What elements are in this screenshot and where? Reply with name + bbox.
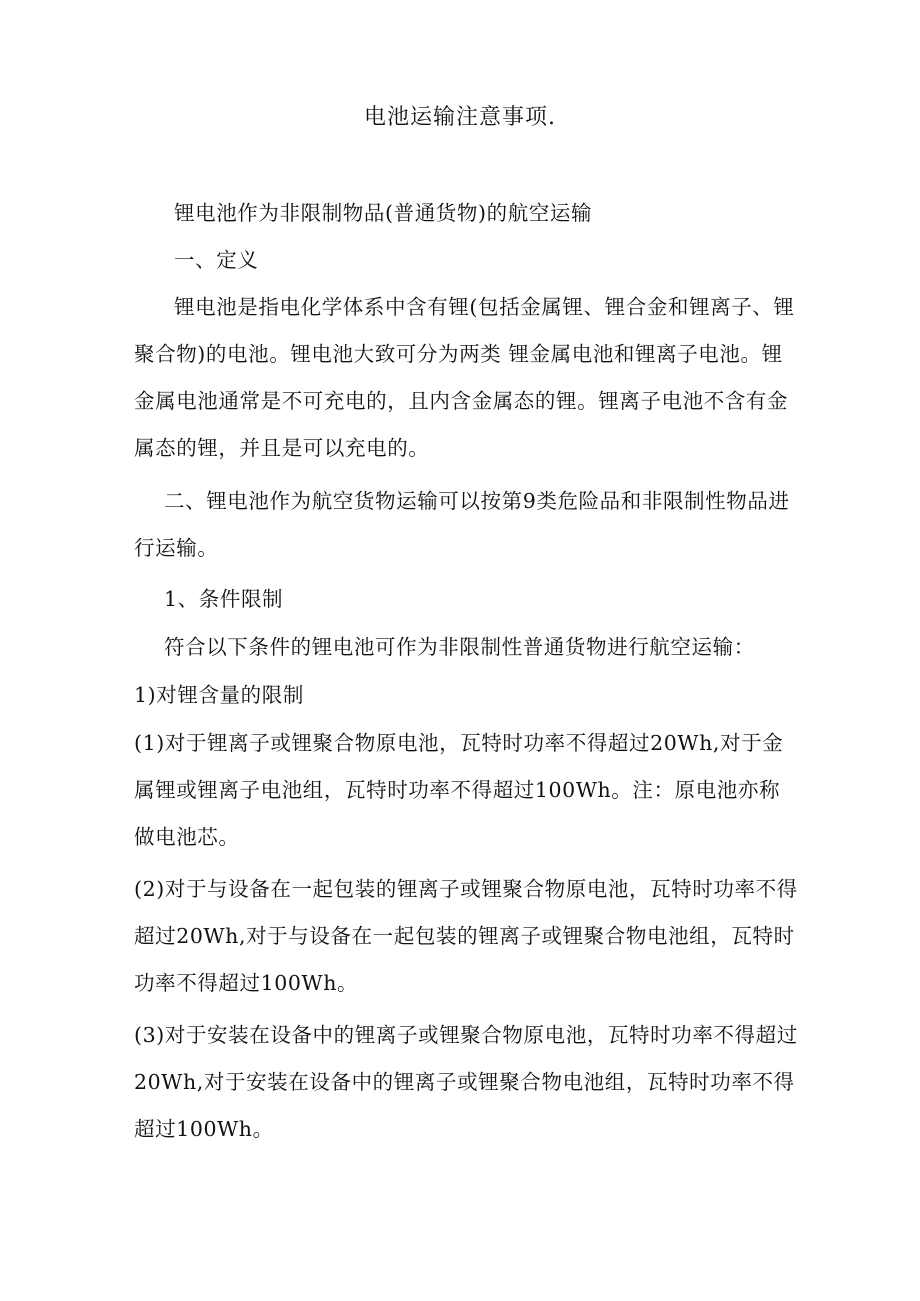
subtitle-paragraph: 锂电池作为非限制物品(普通货物)的航空运输 [174,201,593,225]
definition-paragraph: 锂电池是指电化学体系中含有锂(包括金属锂、锂合金和锂离子、锂聚合物)的电池。锂电池大致可分为两类 锂金属电池和锂离子电池。锂金属电池通常是不可充电的，且内含金属态的锂。锂离子电池不含有金属态的锂，并且是可以充电的。 [134,295,795,460]
limit-item-2: (2)对于与设备在一起包装的锂离子或锂聚合物原电池，瓦特时功率不得超过20Wh,对于与设备在一起包装的锂离子或锂聚合物电池组，瓦特时功率不得超过100Wh。 [134,877,798,995]
limit-item-1: (1)对于锂离子或锂聚合物原电池，瓦特时功率不得超过20Wh,对于金属锂或锂离子电池组，瓦特时功率不得超过100Wh。注：原电池亦称做电池芯。 [134,731,784,849]
document-title: 电池运输注意事项. [364,105,556,130]
transport-category-paragraph: 二、锂电池作为航空货物运输可以按第9类危险品和非限制性物品进行运输。 [134,489,790,560]
conditions-intro-paragraph: 符合以下条件的锂电池可作为非限制性普通货物进行航空运输： [164,635,755,659]
section-heading-definition: 一、定义 [174,248,259,272]
lithium-limit-heading: 1)对锂含量的限制 [134,683,304,707]
limit-item-3: (3)对于安装在设备中的锂离子或锂聚合物原电池，瓦特时功率不得超过20Wh,对于安装在设备中的锂离子或锂聚合物电池组，瓦特时功率不得超过100Wh。 [134,1023,798,1141]
section-heading-conditions: 1、条件限制 [164,587,284,611]
